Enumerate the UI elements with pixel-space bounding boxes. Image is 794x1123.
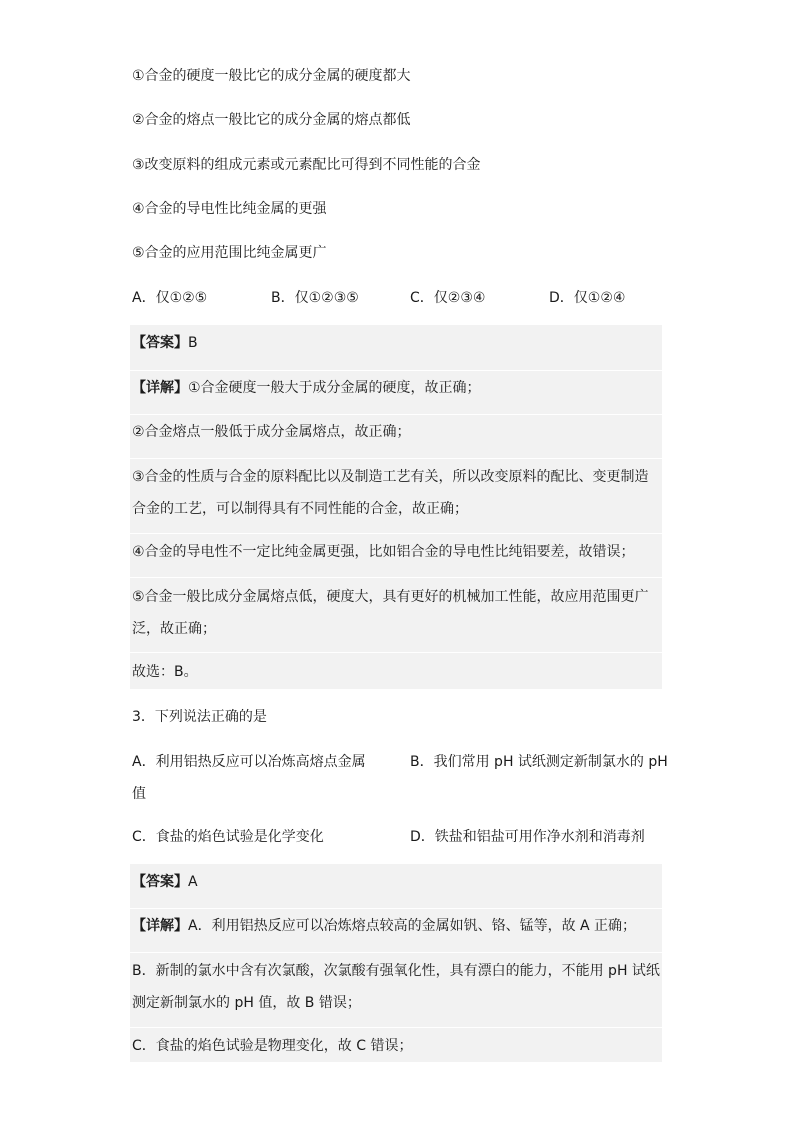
q2-option-b: B．仅①②③⑤: [271, 290, 359, 306]
answer-value: B: [188, 335, 198, 351]
detail-label: 【详解】: [132, 380, 188, 396]
statement-1: ①合金的硬度一般比它的成分金属的硬度都大: [132, 68, 411, 84]
q3-detail-b2: 测定新制氯水的 pH 值，故 B 错误；: [132, 995, 361, 1011]
q2-conclusion: 故选：B。: [132, 664, 198, 680]
detail-label: 【详解】: [132, 918, 188, 934]
divider: [130, 1027, 662, 1028]
q2-detail-3b: 合金的工艺，可以制得具有不同性能的合金，故正确；: [132, 501, 468, 517]
answer-label: 【答案】: [132, 874, 188, 890]
q3-detail-c: C．食盐的焰色试验是物理变化，故 C 错误；: [132, 1038, 413, 1054]
detail-text: ①合金硬度一般大于成分金属的硬度，故正确；: [188, 380, 481, 396]
statement-5: ⑤合金的应用范围比纯金属更广: [132, 245, 327, 261]
q3-answer: [132, 872, 198, 892]
q2-option-c: C．仅②③④: [410, 290, 486, 306]
q3-option-a: A．利用铝热反应可以冶炼高熔点金属: [132, 754, 366, 770]
q3-option-d: D．铁盐和铝盐可用作净水剂和消毒剂: [410, 829, 645, 845]
q3-stem: 3．下列说法正确的是: [132, 709, 267, 725]
divider: [130, 414, 662, 415]
q2-option-a: A．仅①②⑤: [132, 290, 208, 306]
answer-value: A: [188, 874, 198, 890]
divider: [130, 370, 662, 371]
q2-option-d: D．仅①②④: [549, 290, 626, 306]
statement-3: ③改变原料的组成元素或元素配比可得到不同性能的合金: [132, 157, 481, 173]
q2-detail-5a: ⑤合金一般比成分金属熔点低，硬度大，具有更好的机械加工性能，故应用范围更广: [132, 589, 649, 605]
answer-label: 【答案】: [132, 335, 188, 351]
q3-detail-b1: B．新制的氯水中含有次氯酸，次氯酸有强氧化性，具有漂白的能力，不能用 pH 试纸: [132, 963, 660, 979]
q3-option-c: C．食盐的焰色试验是化学变化: [132, 829, 324, 845]
detail-text: A．利用铝热反应可以冶炼熔点较高的金属如钒、铬、锰等，故 A 正确；: [188, 918, 637, 934]
q2-detail-3a: ③合金的性质与合金的原料配比以及制造工艺有关，所以改变原料的配比、变更制造: [132, 469, 649, 485]
divider: [130, 908, 662, 909]
q3-detail-a: [132, 916, 636, 936]
q2-detail-4: ④合金的导电性不一定比纯金属更强，比如铝合金的导电性比纯铝要差，故错误；: [132, 544, 635, 560]
q2-detail-2: ②合金熔点一般低于成分金属熔点，故正确；: [132, 424, 411, 440]
q3-option-b-continued: 值: [132, 786, 146, 802]
statement-4: ④合金的导电性比纯金属的更强: [132, 201, 327, 217]
divider: [130, 458, 662, 459]
divider: [130, 533, 662, 534]
q2-answer: [132, 333, 198, 353]
q3-option-b: B．我们常用 pH 试纸测定新制氯水的 pH: [410, 754, 668, 770]
divider: [130, 952, 662, 953]
divider: [130, 577, 662, 578]
q2-detail-1: [132, 378, 481, 398]
statement-2: ②合金的熔点一般比它的成分金属的熔点都低: [132, 112, 411, 128]
q2-detail-5b: 泛，故正确；: [132, 621, 216, 637]
divider: [130, 652, 662, 653]
